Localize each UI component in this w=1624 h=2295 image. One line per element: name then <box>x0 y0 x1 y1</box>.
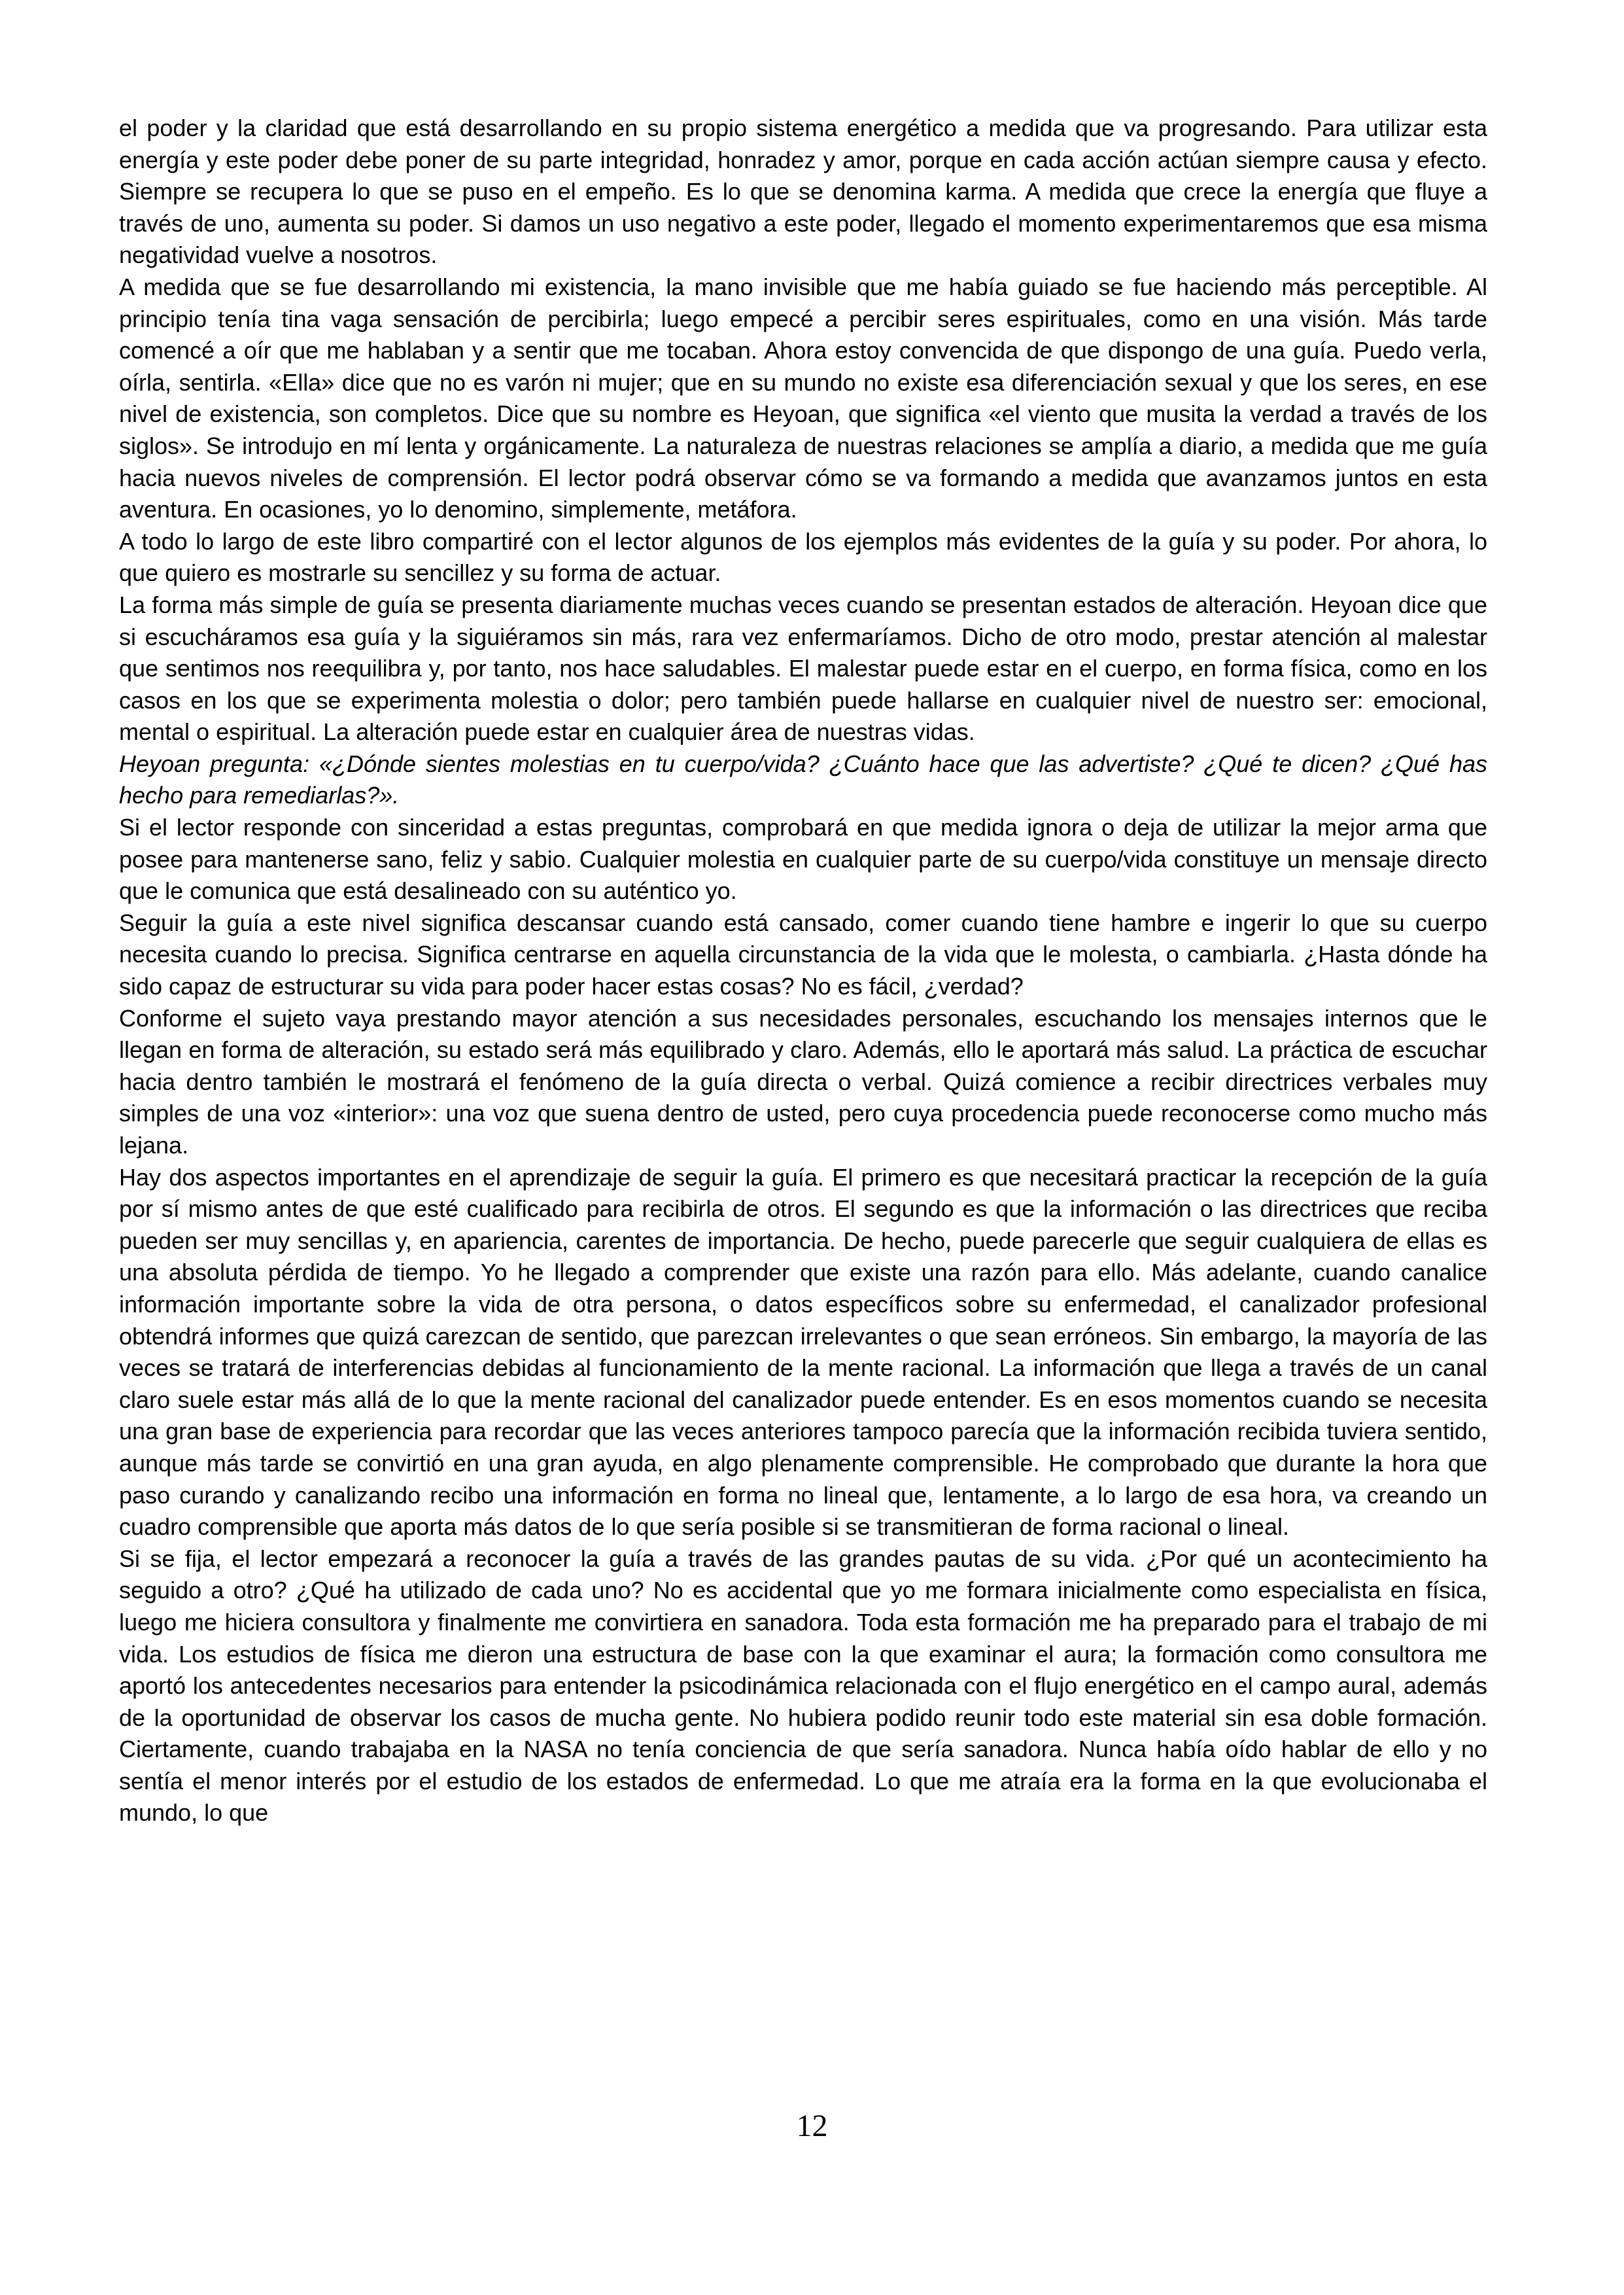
paragraph: A todo lo largo de este libro compartiré con el lector algunos de los ejemplos más evidentes de la guía y su poder. Por ahora, lo que quiero es mostrarle su sencillez y su forma de actuar. <box>119 527 1487 587</box>
paragraph: Si el lector responde con sinceridad a estas preguntas, comprobará en que medida ignora o deja de utilizar la mejor arma que posee para mantenerse sano, feliz y sabio. Cualquier molestia en cualquier parte de su cuerpo/vida constituye un mensaje directo que le comunica que está desalineado con su auténtico yo. <box>119 814 1487 905</box>
body-text <box>119 113 1487 1829</box>
paragraph: el poder y la claridad que está desarrollando en su propio sistema energético a medida que va progresando. Para utilizar esta energía y este poder debe poner de su parte integridad, honradez y amor, porque en cada acción actúan siempre causa y efecto. Siempre se recupera lo que se puso en el empeño. Es lo que se denomina karma. A medida que crece la energía que fluye a través de uno, aumenta su poder. Si damos un uso negativo a este poder, llegado el momento experimentaremos que esa misma negatividad vuelve a nosotros. <box>119 114 1487 269</box>
italic-quote-paragraph: Heyoan pregunta: «¿Dónde sientes molestias en tu cuerpo/vida? ¿Cuánto hace que las advertiste? ¿Qué te dicen? ¿Qué has hecho para remediarlas?». <box>119 750 1487 809</box>
paragraph: Hay dos aspectos importantes en el aprendizaje de seguir la guía. El primero es que necesitará practicar la recepción de la guía por sí mismo antes de que esté cualificado para recibirla de otros. El segundo es que la información o las directrices que reciba pueden ser muy sencillas y, en apariencia, carentes de importancia. De hecho, puede parecerle que seguir cualquiera de ellas es una absoluta pérdida de tiempo. Yo he llegado a comprender que existe una razón para ello. Más adelante, cuando canalice información importante sobre la vida de otra persona, o datos específicos sobre su enfermedad, el canalizador profesional obtendrá informes que quizá carezcan de sentido, que parezcan irrelevantes o que sean erróneos. Sin embargo, la mayoría de las veces se tratará de interferencias debidas al funcionamiento de la mente racional. La información que llega a través de un canal claro suele estar más allá de lo que la mente racional del canalizador puede entender. Es en esos momentos cuando se necesita una gran base de experiencia para recordar que las veces anteriores tampoco parecía que la información recibida tuviera sentido, aunque más tarde se convirtió en una gran ayuda, en algo plenamente comprensible. He comprobado que durante la hora que paso curando y canalizando recibo una información en forma no lineal que, lentamente, a lo largo de esa hora, va creando un cuadro comprensible que aporta más datos de lo que sería posible si se transmitieran de forma racional o lineal. <box>119 1163 1487 1541</box>
paragraph: Seguir la guía a este nivel significa descansar cuando está cansado, comer cuando tiene hambre e ingerir lo que su cuerpo necesita cuando lo precisa. Significa centrarse en aquella circunstancia de la vida que le molesta, o cambiarla. ¿Hasta dónde ha sido capaz de estructurar su vida para poder hacer estas cosas? No es fácil, ¿verdad? <box>119 909 1487 1000</box>
paragraph: Si se fija, el lector empezará a reconocer la guía a través de las grandes pautas de su vida. ¿Por qué un acontecimiento ha seguido a otro? ¿Qué ha utilizado de cada uno? No es accidental que yo me formara inicialmente como especialista en física, luego me hiciera consultora y finalmente me convirtiera en sanadora. Toda esta formación me ha preparado para el trabajo de mi vida. Los estudios de física me dieron una estructura de base con la que examinar el aura; la formación como consultora me aportó los antecedentes necesarios para entender la psicodinámica relacionada con el flujo energético en el campo aural, además de la oportunidad de observar los casos de mucha gente. No hubiera podido reunir todo este material sin esa doble formación. Ciertamente, cuando trabajaba en la NASA no tenía conciencia de que sería sanadora. Nunca había oído hablar de ello y no sentía el menor interés por el estudio de los estados de enfermedad. Lo que me atraía era la forma en la que evolucionaba el mundo, lo que <box>119 1545 1487 1827</box>
paragraph: La forma más simple de guía se presenta diariamente muchas veces cuando se presentan estados de alteración. Heyoan dice que si escucháramos esa guía y la siguiéramos sin más, rara vez enfermaríamos. Dicho de otro modo, prestar atención al malestar que sentimos nos reequilibra y, por tanto, nos hace saludables. El malestar puede estar en el cuerpo, en forma física, como en los casos en los que se experimenta molestia o dolor; pero también puede hallarse en cualquier nivel de nuestro ser: emocional, mental o espiritual. La alteración puede estar en cualquier área de nuestras vidas. <box>119 591 1487 746</box>
page-number: 12 <box>796 2109 828 2143</box>
paragraph: A medida que se fue desarrollando mi existencia, la mano invisible que me había guiado se fue haciendo más perceptible. Al principio tenía tina vaga sensación de percibirla; luego empecé a percibir seres espirituales, como en una visión. Más tarde comencé a oír que me hablaban y a sentir que me tocaban. Ahora estoy convencida de que dispongo de una guía. Puedo verla, oírla, sentirla. «Ella» dice que no es varón ni mujer; que en su mundo no existe esa diferenciación sexual y que los seres, en ese nivel de existencia, son completos. Dice que su nombre es Heyoan, que significa «el viento que musita la verdad a través de los siglos». Se introdujo en mí lenta y orgánicamente. La naturaleza de nuestras relaciones se amplía a diario, a medida que me guía hacia nuevos niveles de comprensión. El lector podrá observar cómo se va formando a medida que avanzamos juntos en esta aventura. En ocasiones, yo lo denomino, simplemente, metáfora. <box>119 273 1487 523</box>
paragraph: Conforme el sujeto vaya prestando mayor atención a sus necesidades personales, escuchando los mensajes internos que le llegan en forma de alteración, su estado será más equilibrado y claro. Además, ello le aportará más salud. La práctica de escuchar hacia dentro también le mostrará el fenómeno de la guía directa o verbal. Quizá comience a recibir directrices verbales muy simples de una voz «interior»: una voz que suena dentro de usted, pero cuya procedencia puede reconocerse como mucho más lejana. <box>119 1004 1487 1159</box>
